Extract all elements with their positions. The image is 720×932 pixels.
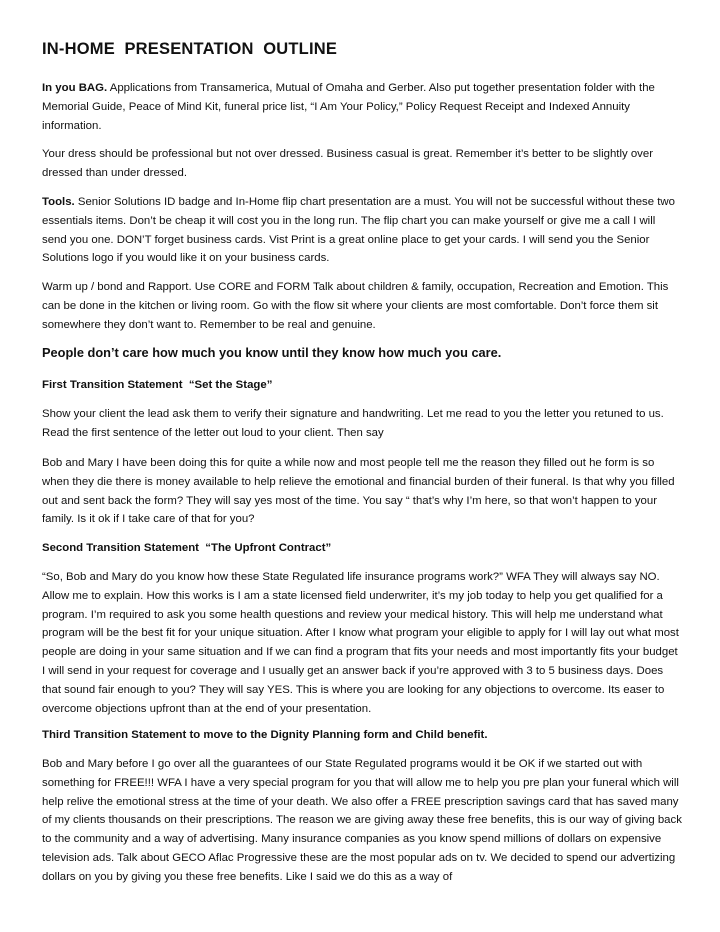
first-transition-heading: First Transition Statement “Set the Stage” [42, 379, 273, 391]
first-transition-p1: Show your client the lead ask them to verify their signature and handwriting. Let me read to you the letter you retuned to us. Read the first sentence of the letter out loud to your client. Then say [42, 408, 664, 439]
second-transition-heading: Second Transition Statement “The Upfront Contract” [42, 542, 332, 554]
tools-text: Senior Solutions ID badge and In-Home flip chart presentation are a must. You will not be successful without these two essentials items. Don’t be cheap it will cost you in the long run. The flip chart you can make yourself or give me a call I will send you one. DON’T forget business cards. Vist Print is a great online place to get your cards. I will send you the Senior Solutions logo if you would like it on your business cards. [42, 196, 675, 265]
third-transition-heading: Third Transition Statement to move to the Dignity Planning form and Child benefit. [42, 729, 488, 741]
second-transition-p1: “So, Bob and Mary do you know how these State Regulated life insurance programs work?” WFA They will always say NO. Allow me to explain. How this works is I am a state licensed field underwriter, it’s my job today to help you get qualified for a program. I’m required to ask you some health questions and review your medical history. This will help me understand what program will be the best fit for your unique situation. After I know what program your eligible to apply for I will lay out what most people are doing in your same situation and If we can find a program that fits your needs and most importantly fits your budget I will send in your request for coverage and I usually get an answer back if you’re approved with 3 to 5 business days. Does that sound fair enough to you? They will say YES. This is where you are looking for any objections to overcome. Its easer to overcome objections upfront than at the end of your presentation. [42, 571, 679, 715]
dress-paragraph: Your dress should be professional but not over dressed. Business casual is great. Remember it’s better to be slightly over dressed than under dressed. [42, 148, 653, 179]
bag-label: In you BAG. [42, 82, 108, 94]
warmup-paragraph: Warm up / bond and Rapport. Use CORE and FORM Talk about children & family, occupation, Recreation and Emotion. This can be done in the kitchen or living room. Go with the flow sit where your clients are most comfortable. Don’t force them sit somewhere they don’t want to. Remember to be real and genuine. [42, 281, 669, 331]
tools-paragraph [42, 193, 682, 268]
bag-text: Applications from Transamerica, Mutual of Omaha and Gerber. Also put together presentation folder with the Memorial Guide, Peace of Mind Kit, funeral price list, “I Am Your Policy,” Policy Request Receipt and Indexed Annuity information. [42, 82, 655, 132]
tools-label: Tools. [42, 196, 75, 208]
third-transition-p1: Bob and Mary before I go over all the guarantees of our State Regulated programs would it be OK if we started out with something for FREE!!! WFA I have a very special program for you that will allow me to help you pre plan your funeral which will help relive the emotional stress at the time of your death. We also offer a FREE prescription savings card that has saved many of my clients thousands on their prescriptions. The reason we are giving away these free benefits, this is our way of giving back to the community and a way of advertising. Many insurance companies as you know spend millions of dollars on expensive television ads. Talk about GECO Aflac Progressive these are the most popular ads on tv. We decided to spend our advertizing dollars on you by giving you these free benefits. Like I said we do this as a way of [42, 758, 682, 883]
page-title: IN-HOME PRESENTATION OUTLINE [42, 40, 338, 58]
callout-quote: People don’t care how much you know until they know how much you care. [42, 345, 502, 360]
bag-paragraph [42, 79, 682, 135]
first-transition-p2: Bob and Mary I have been doing this for quite a while now and most people tell me the reason they filled out he form is so when they die there is money available to help relieve the emotional and financial burden of their funeral. Is that why you filled out and sent back the form? They will say yes most of the time. You say “ that’s why I’m here, so that won’t happen to your family. Is it ok if I take care of that for you? [42, 457, 675, 526]
